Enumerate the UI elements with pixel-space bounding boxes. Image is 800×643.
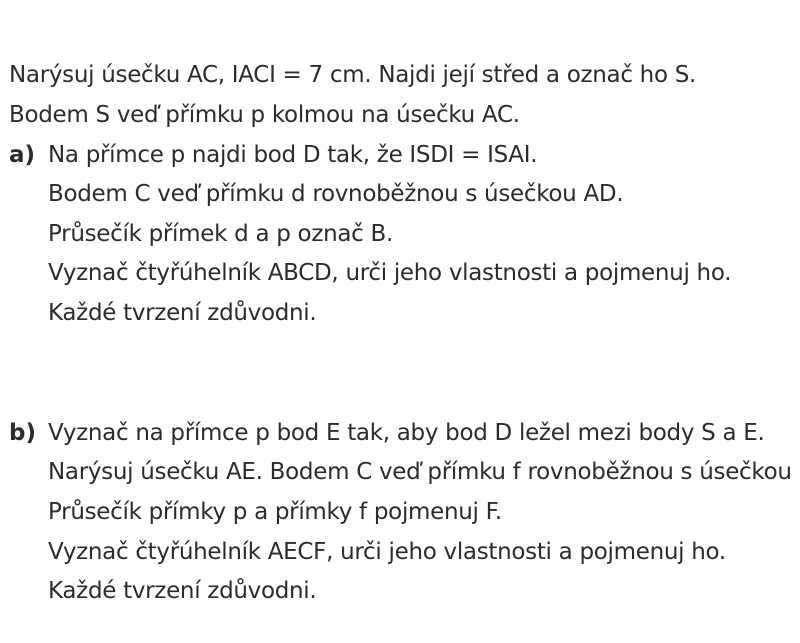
part-b-line-1: Vyznač na přímce p bod E tak, aby bod D ležel mezi body S a E. — [48, 420, 765, 446]
part-b-line-5: Každé tvrzení zdůvodni. — [48, 578, 317, 604]
part-a-line-3: Průsečík přímek d a p označ B. — [48, 221, 394, 247]
part-b-line-2: Narýsuj úsečku AE. Bodem C veď přímku f rovnoběžnou s úsečkou — [48, 459, 792, 485]
part-b-label: b) — [9, 420, 36, 446]
part-a-line-4: Vyznač čtyřúhelník ABCD, urči jeho vlastnosti a pojmenuj ho. — [48, 260, 732, 286]
part-a-line-2: Bodem C veď přímku d rovnoběžnou s úsečkou AD. — [48, 181, 624, 207]
part-b-line-3: Průsečík přímky p a přímky f pojmenuj F. — [48, 499, 502, 525]
intro-line-2: Bodem S veď přímku p kolmou na úsečku AC. — [9, 102, 520, 128]
part-a-line-5: Každé tvrzení zdůvodni. — [48, 300, 317, 326]
part-a-label: a) — [9, 142, 36, 168]
part-a-line-1: Na přímce p najdi bod D tak, že ISDI = ISAI. — [48, 142, 538, 168]
intro-line-1: Narýsuj úsečku AC, IACI = 7 cm. Najdi její střed a označ ho S. — [9, 62, 697, 88]
part-b-line-4: Vyznač čtyřúhelník AECF, urči jeho vlastnosti a pojmenuj ho. — [48, 539, 726, 565]
